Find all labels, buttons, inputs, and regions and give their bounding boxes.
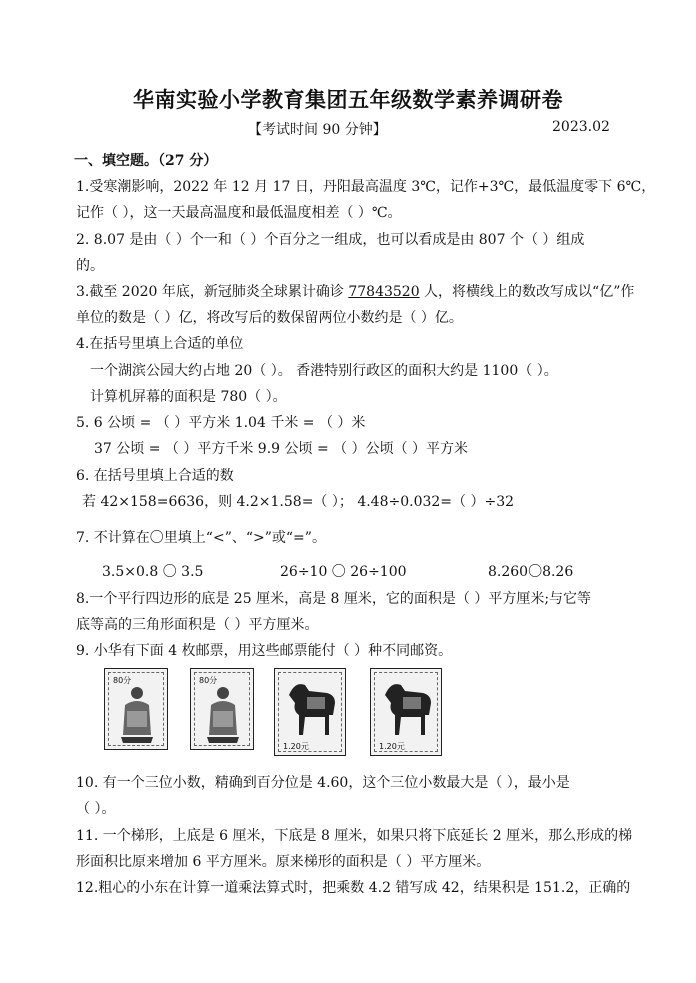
stamp-images (104, 668, 464, 766)
question-4-line-2: 计算机屏幕的面积是 780（ ）。 (90, 389, 287, 405)
warrior-figure-icon (197, 675, 249, 745)
q3-text-after: 人，将横线上的数改写成以“亿”作 (419, 284, 635, 300)
question-3-line-2: 单位的数是（ ）亿，将改写后的数保留两位小数约是（ ）亿。 (76, 310, 463, 326)
question-11-line-1: 11. 一个梯形，上底是 6 厘米，下底是 8 厘米，如果只将下底延长 2 厘米，那么形成的梯 (76, 828, 633, 844)
stamp-2 (190, 668, 254, 750)
stamp-4-value: 1.20元 (379, 742, 405, 751)
question-8-line-2: 底等高的三角形面积是（ ）平方厘米。 (76, 617, 319, 633)
question-6-line-1: 若 42×158=6636，则 4.2×1.58=（ ）； 4.48÷0.032=（ ）÷32 (82, 494, 515, 510)
question-12-line-1: 12.粗心的小东在计算一道乘法算式时，把乘数 4.2 错写成 42，结果积是 151.2，正确的 (76, 880, 631, 896)
horse-icon (377, 675, 437, 741)
stamp-3 (274, 668, 346, 756)
question-7-item-a: 3.5×0.8 〇 3.5 (102, 564, 204, 580)
exam-duration: 【考试时间 90 分钟】 (248, 122, 387, 138)
stamp-1-value: 80分 (113, 676, 132, 685)
exam-date: 2023.02 (552, 119, 610, 135)
question-4-heading: 4.在括号里填上合适的单位 (76, 336, 244, 352)
question-1-line-1: 1.受寒潮影响，2022 年 12 月 17 日，丹阳最高温度 3℃，记作+3℃，最低温度零下 6℃， (76, 179, 656, 195)
question-9-line: 9. 小华有下面 4 枚邮票，用这些邮票能付（ ）种不同邮资。 (76, 643, 453, 659)
question-10-line-2: （ ）。 (76, 801, 116, 817)
q3-underlined-number: 77843520 (348, 284, 420, 300)
q3-text-before: 3.截至 2020 年底，新冠肺炎全球累计确诊 (76, 284, 349, 300)
page-title: 华南实验小学教育集团五年级数学素养调研卷 (133, 87, 563, 112)
question-7-heading: 7. 不计算在〇里填上“<”、“>”或“=”。 (76, 530, 326, 546)
question-2-line-1: 2. 8.07 是由（ ）个一和（ ）个百分之一组成，也可以看成是由 807 个（ ）组成 (76, 232, 585, 248)
horse-icon (281, 675, 341, 741)
question-7-item-c: 8.260〇8.26 (488, 564, 574, 580)
question-4-line-1: 一个湖滨公园大约占地 20（ ）。 香港特别行政区的面积大约是 1100（ ）。 (90, 363, 558, 379)
stamp-1 (104, 668, 168, 750)
section-heading: 一、填空题。（27 分） (74, 153, 218, 169)
question-5-line-1: 5. 6 公顷 = （ ）平方米 1.04 千米 = （ ）米 (76, 415, 366, 431)
question-2-line-2: 的。 (76, 258, 104, 274)
stamp-3-value: 1.20元 (283, 742, 309, 751)
question-6-heading: 6. 在括号里填上合适的数 (76, 468, 234, 484)
question-7-item-b: 26÷10 〇 26÷100 (280, 564, 407, 580)
question-10-line-1: 10. 有一个三位小数，精确到百分位是 4.60，这个三位小数最大是（ ），最小是 (76, 775, 570, 791)
question-8-line-1: 8.一个平行四边形的底是 25 厘米，高是 8 厘米，它的面积是（ ）平方厘米;与它等 (76, 591, 592, 607)
question-5-line-2: 37 公顷 = （ ）平方千米 9.9 公顷 = （ ）公顷（ ）平方米 (94, 441, 469, 457)
warrior-figure-icon (111, 675, 163, 745)
question-3-line-1 (76, 281, 634, 301)
question-1-line-2: 记作（ ），这一天最高温度和最低温度相差（ ）℃。 (76, 205, 402, 221)
stamp-4 (370, 668, 442, 756)
question-11-line-2: 形面积比原来增加 6 平方厘米。原来梯形的面积是（ ）平方厘米。 (76, 854, 491, 870)
stamp-2-value: 80分 (199, 676, 218, 685)
